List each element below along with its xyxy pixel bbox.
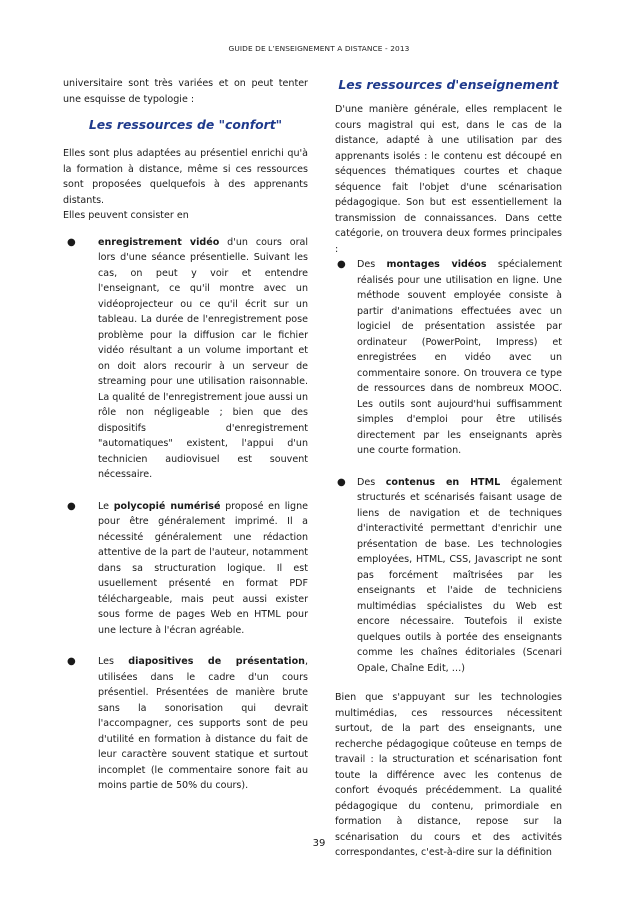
confort-list <box>63 235 308 794</box>
conclusion-paragraph: Bien que s'appuyant sur les technologies multimédias, ces ressources nécessitent surtout, de la part des enseignants, une recherche pédagogique coûteuse en temps de travail : la structuration et scénarisation font toute la différence avec les contenus de confort évoqués précédemment. La qualité pédagogique du contenu, primordiale en formation à distance, repose sur la scénarisation du cours et des activités correspondantes, c'est-à-dire sur la définition <box>335 692 562 858</box>
bullet-icon: ● <box>337 476 346 488</box>
bullet-icon: ● <box>337 259 346 270</box>
bold-term: diapositives de présentation <box>128 656 305 667</box>
list-item: ● enregistrement vidéo d'un cours oral lors d'une séance présentielle. Suivant les cas, on peut y voir et entendre l'enseignant, ce qu'il montre avec un vidéoprojecteur ou ce qu'il écrit sur un tableau. La durée de l'enregistrement pose problème pour la diffusion car le fichier vidéo résultant a un volume important et on doit alors recourir à un serveur de streaming pour une utilisation raisonnable. La qualité de l'enregistrement joue aussi un rôle non négligeable ; bien que des dispositifs d'enregistrement "automatiques" existent, l'appui d'un technicien audiovisuel est souvent nécessaire. <box>67 236 308 480</box>
bold-term: montages vidéos <box>386 259 487 270</box>
page-header: GUIDE DE L’ENSEIGNEMENT A DISTANCE - 2013 <box>228 44 410 53</box>
confort-paragraph: Elles sont plus adaptées au présentiel enrichi qu'à la formation à distance, même si ces ressources sont proposées quelquefois à des apprenants distants. <box>63 148 308 206</box>
list-item: ● Les diapositives de présentation, utilisées dans le cadre d'un cours présentiel. Présentées de manière brute sans la sonorisation qui devrait l'accompagner, ces supports sont de peu d'utilité en formation à distance du fait de leur caractère souvent statique et surtout incomplet (le commentaire sonore fait au moins partie de 50% du cours). <box>67 656 308 791</box>
list-item: ● Des contenus en HTML également structurés et scénarisés faisant usage de liens de navigation et de techniques d'interactivité permettant d'enrichir une présentation de base. Les technologies employées, HTML, CSS, Javascript ne sont pas forcément maîtrisées par les enseignants et l'aide de techniciens multimédias spécialistes du Web est encore nécessaire. Toutefois il existe quelques outils à portée des enseignants comme les chaînes éditoriales (Scenari Opale, Chaîne Edit, …) <box>337 476 562 674</box>
list-item: ● Des montages vidéos spécialement réalisés pour une utilisation en ligne. Une méthode souvent employée consiste à partir d'animations effectuées avec un logiciel de présentation assistée par ordinateur (PowerPoint, Impress) et enregistrées en vidéo avec un commentaire sonore. On trouvera ce type de ressources dans de nombreux MOOC. Les outils sont aujourd'hui suffisamment simples d'emploi pour être utilisés directement par les enseignants après une courte formation. <box>337 259 563 456</box>
bullet-icon: ● <box>67 236 76 248</box>
bold-term: contenus en HTML <box>385 476 501 488</box>
bullet-icon: ● <box>67 500 76 512</box>
confort-list-intro: Elles peuvent consister en <box>63 210 189 221</box>
left-column <box>63 76 308 794</box>
list-item: ● Le polycopié numérisé proposé en ligne pour être généralement imprimé. Il a nécessité généralement une rédaction attentive de la part de l'auteur, notamment dans sa structuration logique. Il est usuellement présenté en format PDF téléchargeable, mais peut aussi exister sous forme de pages Web en HTML pour une lecture à l'écran agréable. <box>67 500 308 636</box>
section-title-enseignement: Les ressources d'enseignement <box>338 77 559 92</box>
section-title-confort: Les ressources de "confort" <box>88 117 283 132</box>
enseignement-paragraph: D'une manière générale, elles remplacent le cours magistral qui est, dans le cas de la distance, adapté à une utilisation par des apprenants isolés : le contenu est découpé en séquences thématiques courtes et chaque séquence fait l'objet d'une scénarisation pédagogique. Son but est essentiellement la transmission de connaissances. Dans cette catégorie, on trouvera deux formes principales : <box>335 104 562 255</box>
bold-term: enregistrement vidéo <box>98 236 220 248</box>
enseignement-list <box>335 257 562 676</box>
right-column <box>335 76 562 861</box>
bullet-icon: ● <box>67 656 76 667</box>
intro-paragraph: universitaire sont très variées et on peut tenter une esquisse de typologie : <box>63 78 308 105</box>
bold-term: polycopié numérisé <box>113 500 221 512</box>
page-number: 39 <box>312 838 326 849</box>
